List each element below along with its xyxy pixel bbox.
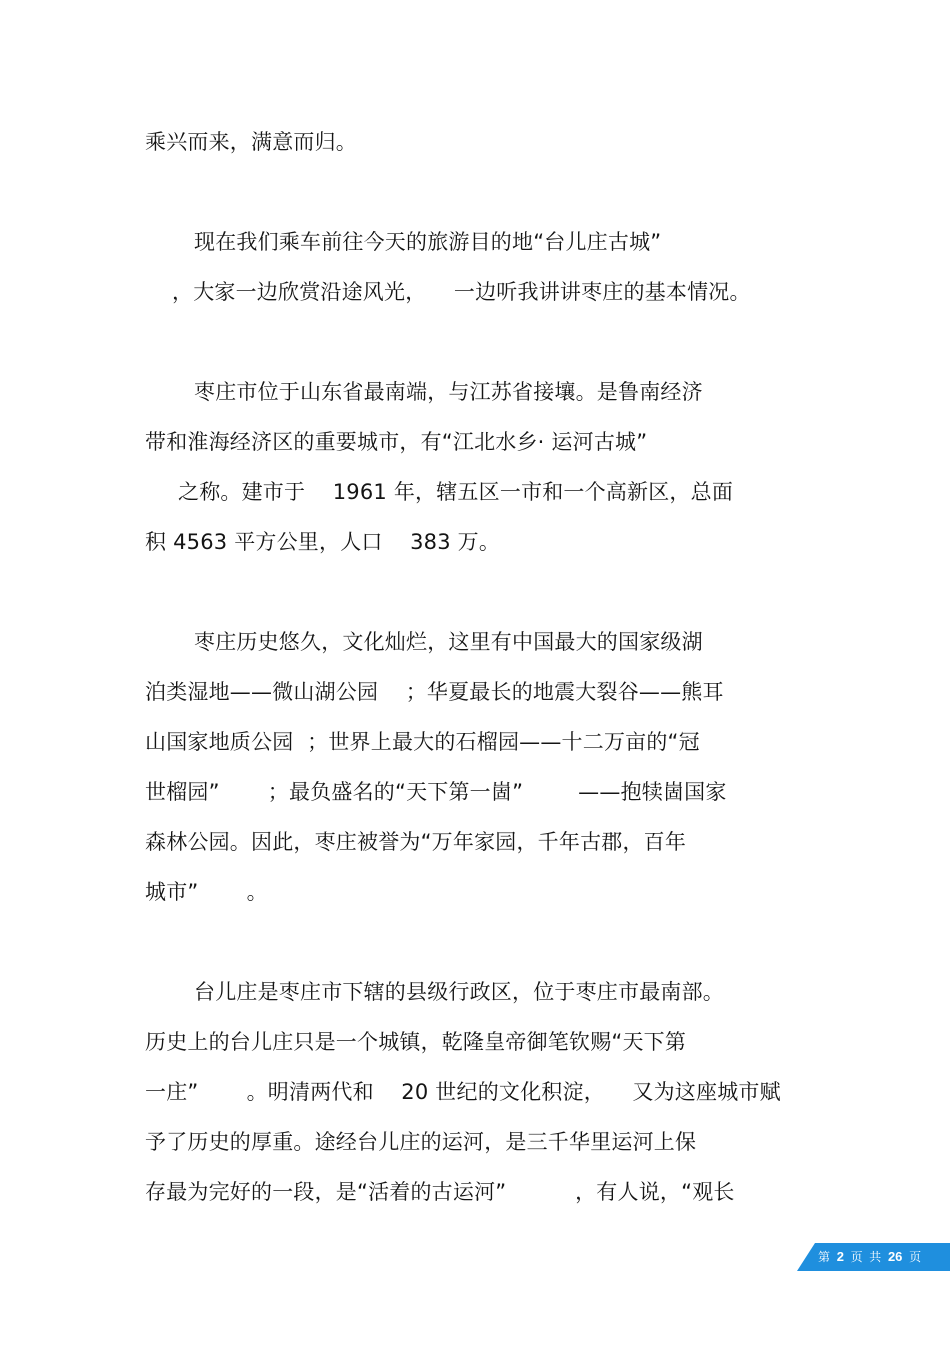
text-line: 历史上的台儿庄只是一个城镇，乾隆皇帝御笔钦赐“天下第: [145, 1030, 687, 1054]
text-line: 世榴园” ；最负盛名的“天下第一崮” ——抱犊崮国家: [145, 780, 727, 804]
text-line: 城市” 。: [145, 880, 268, 904]
text-line: 森林公园。因此，枣庄被誉为“万年家园，千年古郡，百年: [145, 830, 687, 854]
text-line: 积 4563 平方公里，人口 383 万。: [145, 530, 501, 554]
text-line: 予了历史的厚重。途经台儿庄的运河，是三千华里运河上保: [145, 1130, 697, 1154]
page-label-suffix: 页: [909, 1250, 922, 1264]
paragraph-line: 台儿庄是枣庄市下辖的县级行政区，位于枣庄市最南部。: [194, 980, 724, 1004]
text-line: 之称。建市于 1961 年，辖五区一市和一个高新区，总面: [178, 480, 734, 504]
current-page-number: 2: [836, 1249, 844, 1264]
page-number-label: [818, 1247, 921, 1267]
text-line: 一庄” 。明清两代和 20 世纪的文化积淀， 又为这座城市赋: [145, 1080, 781, 1104]
page-label-middle: 页 共: [850, 1250, 882, 1264]
paragraph-line: 现在我们乘车前往今天的旅游目的地“台儿庄古城”: [194, 230, 662, 254]
paragraph-line: 枣庄历史悠久，文化灿烂，这里有中国最大的国家级湖: [194, 630, 703, 654]
text-line: ，大家一边欣赏沿途风光， 一边听我讲讲枣庄的基本情况。: [172, 280, 751, 304]
text-line: 山国家地质公园 ；世界上最大的石榴园——十二万亩的“冠: [145, 730, 700, 754]
page-label-prefix: 第: [818, 1250, 831, 1264]
total-pages-number: 26: [887, 1249, 903, 1264]
text-line: 泊类湿地——微山湖公园 ；华夏最长的地震大裂谷——熊耳: [145, 680, 724, 704]
paragraph-line: 枣庄市位于山东省最南端，与江苏省接壤。是鲁南经济: [194, 380, 703, 404]
text-line: 存最为完好的一段，是“活着的古运河” ，有人说，“观长: [145, 1180, 735, 1204]
text-line: 带和淮海经济区的重要城市，有“江北水乡· 运河古城”: [145, 430, 648, 454]
text-line: 乘兴而来，满意而归。: [145, 130, 357, 154]
